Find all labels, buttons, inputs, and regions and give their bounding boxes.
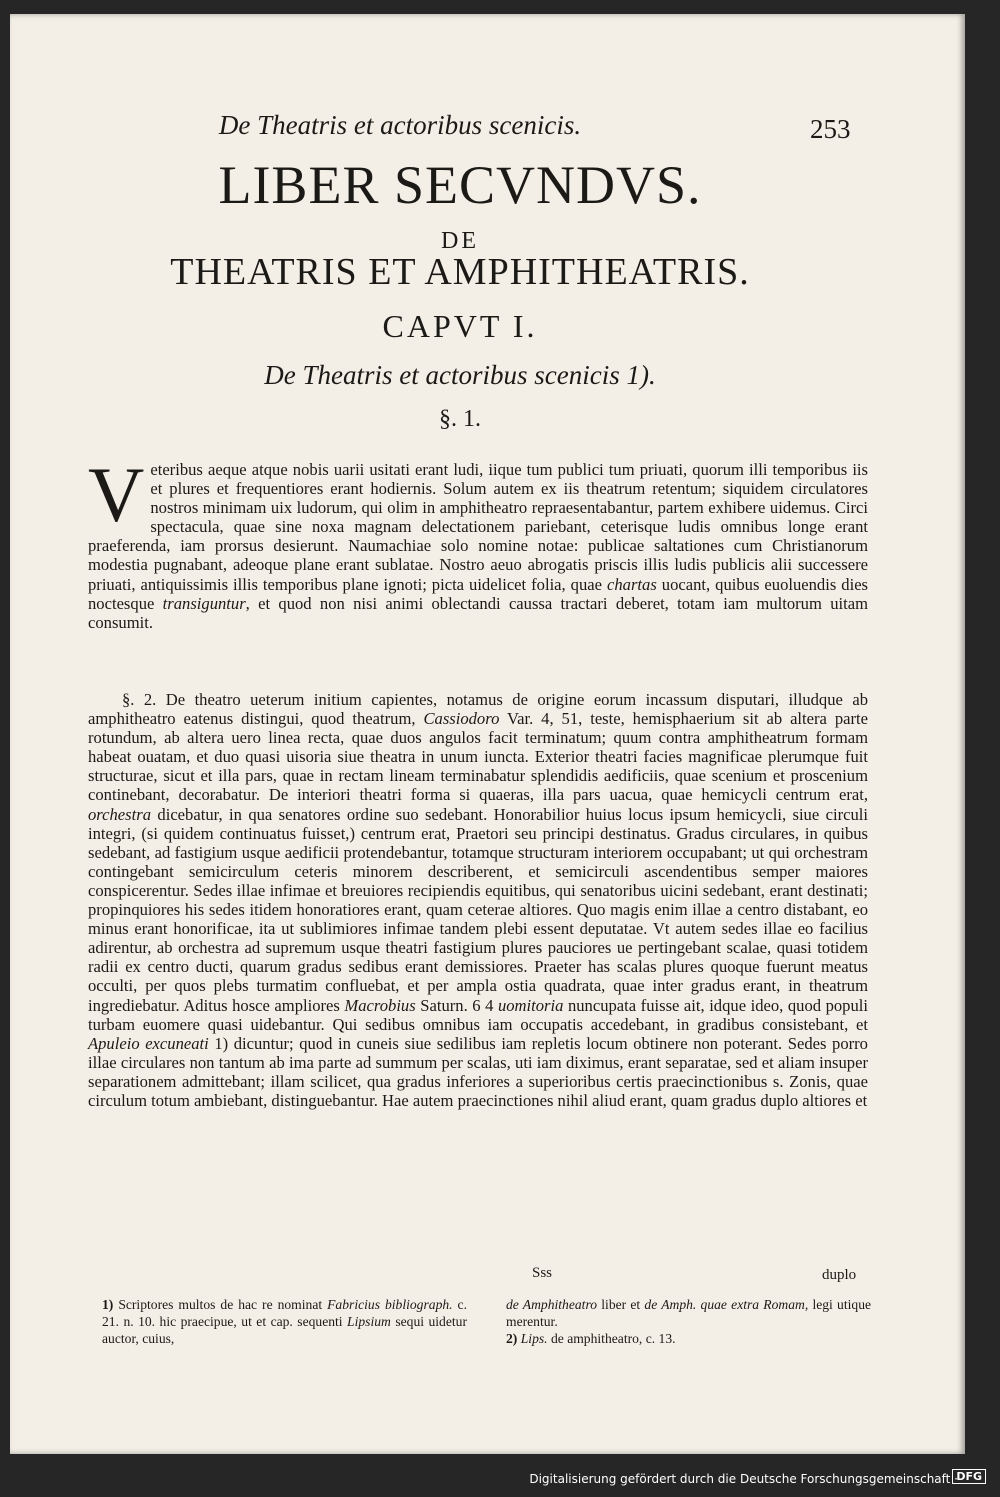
title-de: DE	[441, 228, 479, 254]
book-page	[10, 14, 965, 1454]
paragraph-2-italic-4: uomitoria	[497, 995, 564, 1015]
chapter-heading: CAPVT I.	[382, 308, 538, 344]
paragraph-2-text-4: Saturn. 6 4	[420, 995, 494, 1015]
paragraph-2-italic-1: Cassiodoro	[423, 709, 500, 729]
paragraph-1-italic-2: transiguntur	[162, 593, 246, 613]
footnote-1-text-1: Scriptores multos de hac re nominat	[118, 1297, 323, 1312]
paragraph-1	[88, 451, 869, 632]
book-subtitle: THEATRIS ET AMPHITHEATRIS.	[170, 251, 750, 293]
catchword: duplo	[822, 1267, 857, 1283]
paragraph-1-text-3: , et quod non nisi animi oblectandi caussa tractari deberet, totam iam multorum uitam consumit.	[88, 593, 868, 632]
paragraph-1-italic-1: chartas	[607, 574, 657, 594]
footnote-2-text: de amphitheatro, c. 13.	[550, 1331, 676, 1346]
footnote-1-part-1	[102, 1296, 467, 1347]
footnote-1-text-2: c. 21. n. 10. hic praecipue, ut et cap. sequenti	[102, 1297, 467, 1329]
paragraph-2-text-6: 1) dicuntur; quod in cuneis siue sedilibus iam repletis locum obtinere non poterant. Sedes porro illae circulares non tantum ab ima parte ad summum per scalas, uti iam diximus, erant separatae, sed et aliam insuper separationem admittebant; illam scilicet, qua gradus inferiores a superioribus certis praecinctionibus s. Zonis, quae circulum totum ambiebant, distinguebantur. Hae autem praecinctiones nihil aliud erant, quam gradus duplo altiores et	[88, 1033, 868, 1110]
footnote-1-text-5: legi utique merentur.	[506, 1297, 872, 1329]
footnote-1-text-3: sequi uidetur auctor, cuius,	[102, 1314, 467, 1346]
footnote-2-italic: Lips.	[520, 1331, 548, 1346]
section-mark: §. 1.	[439, 406, 481, 432]
signature-mark: Sss	[532, 1265, 553, 1281]
footnote-1-italic-1: Fabricius bibliograph.	[327, 1297, 453, 1312]
footnote-right-column	[506, 1296, 871, 1347]
paragraph-2-italic-5: Apuleio excuneati	[88, 1033, 209, 1053]
footnote-1-text-4: liber et	[601, 1297, 641, 1312]
paragraph-2-italic-2: orchestra	[88, 804, 151, 824]
chapter-title: De Theatris et actoribus scenicis 1).	[264, 360, 656, 390]
paragraph-2-text-1: §. 2. De theatro ueterum initium capientes, notamus de origine eorum incassum disputari, illudque ab amphitheatro eatenus distingui, quod theatrum,	[88, 690, 868, 729]
paragraph-2-text-3: dicebatur, in qua senatores ordine suo sedebant. Honorabilior huius locus ipsum hemicycli, siue circuli integri, (si quidem continuatus fuisset,) centrum erat, Praetori seu principi destinatus. Gradus circulares, in quibus sedebant, ad fastigium usque aedificii protendebantur, totamque structuram interiorem occupabant; ut qui orchestram contingebant semicirculum ceteris minorem describerent, et semicirculi ascendentibus semper maiores conspicerentur. Sedes illae infimae et breuiores recipiendis equitibus, qui senatoribus uicini sedebant, erant destinati; propinquiores his sedes itidem honoratiores erant, quam ceterae altiores. Quo magis enim illae a centro distabant, eo minus erant honorificae, ita ut sublimiores infimae tandem plebi essent deputatae. Vt autem sedes illae eo facilius adirentur, ab orchestra ad supremum usque theatri fastigium plures pauciores ue pertingebant scalae, quasi totidem radii ex centro ducti, quarum gradus sedibus erant demissiores. Praeter has scalas plures quoque fuerunt meatus occulti, per quos plebs turmatim confluebat, et per ampla ostia quadrata, quae inter gradus erant, in theatrum ingrediebatur. Aditus hosce ampliores	[88, 804, 868, 1015]
book-title: LIBER SECVNDVS.	[218, 155, 702, 215]
paragraph-2-italic-3: Macrobius	[344, 995, 416, 1015]
running-title: De Theatris et actoribus scenicis.	[218, 110, 582, 140]
paragraph-2	[88, 690, 868, 1110]
dfg-logo: DFG	[952, 1469, 986, 1484]
digitization-credit: Digitalisierung gefördert durch die Deutsche Forschungsgemeinschaft ·	[529, 1472, 958, 1486]
footnote-2-number: 2)	[506, 1331, 518, 1346]
paragraph-1-text: eteribus aeque atque nobis uarii usitati erant ludi, iique tum publici tum priuati, quorum illi temporibus iis et plures et frequentiores erant hodiernis. Solum autem ex iis theatrum retentum; siquidem circulatores nostros minimam uix ludorum, qui olim in amphitheatro repraesentabantur, partem exhibere uidemus. Circi spectacula, quae sine noxa magnam delectationem pariebant, ceterisque ludis omnibus longe erant praeferenda, iam prorsus desierunt. Naumachiae solo nomine notae: publicae saltationes cum Christianorum modestia pugnabant, adeoque plane erant sublatae. Nostro aeuo abrogatis priscis illis ludis publicis alii successere priuati, antiquissimis illis temporibus plane ignoti; picta uidelicet folia, quae	[88, 460, 868, 594]
paragraph-2-text-2: Var. 4, 51, teste, hemisphaerium sit ab altera parte rotundum, ab altera uero linea recta, quae duos angulos facit terminatum; quum contra amphitheatrum formam habeat ouatam, et duo quasi uisoria siue theatra in unum iuncta. Exterior theatri facies magnificae plerumque fuit structurae, sicut et illa pars, quae in rectam lineam terminabatur splendidis aedificiis, quae scenium et proscenium continebant, decorabatur. De interiori theatri forma si quaeras, illa pars uacua, quae hemicycli centrum erat,	[88, 709, 868, 805]
footnote-1-italic-3: de Amphitheatro	[506, 1297, 598, 1312]
paragraph-2-text-5: nuncupata fuisse ait, idque ideo, quod populi turbam euomere quasi uidebantur. Qui sedibus omnibus iam occupatis accedebant, in gradibus consistebant, et	[88, 995, 868, 1034]
footnote-1-italic-4: de Amph. quae extra Romam,	[644, 1297, 809, 1312]
drop-cap: V	[88, 451, 145, 538]
footnote-1-italic-2: Lipsium	[347, 1314, 391, 1329]
footnote-1-number: 1)	[102, 1297, 114, 1312]
page-number: 253	[810, 114, 851, 144]
paragraph-1-text-2: uocant, quibus euoluendis dies noctesque	[88, 574, 869, 613]
